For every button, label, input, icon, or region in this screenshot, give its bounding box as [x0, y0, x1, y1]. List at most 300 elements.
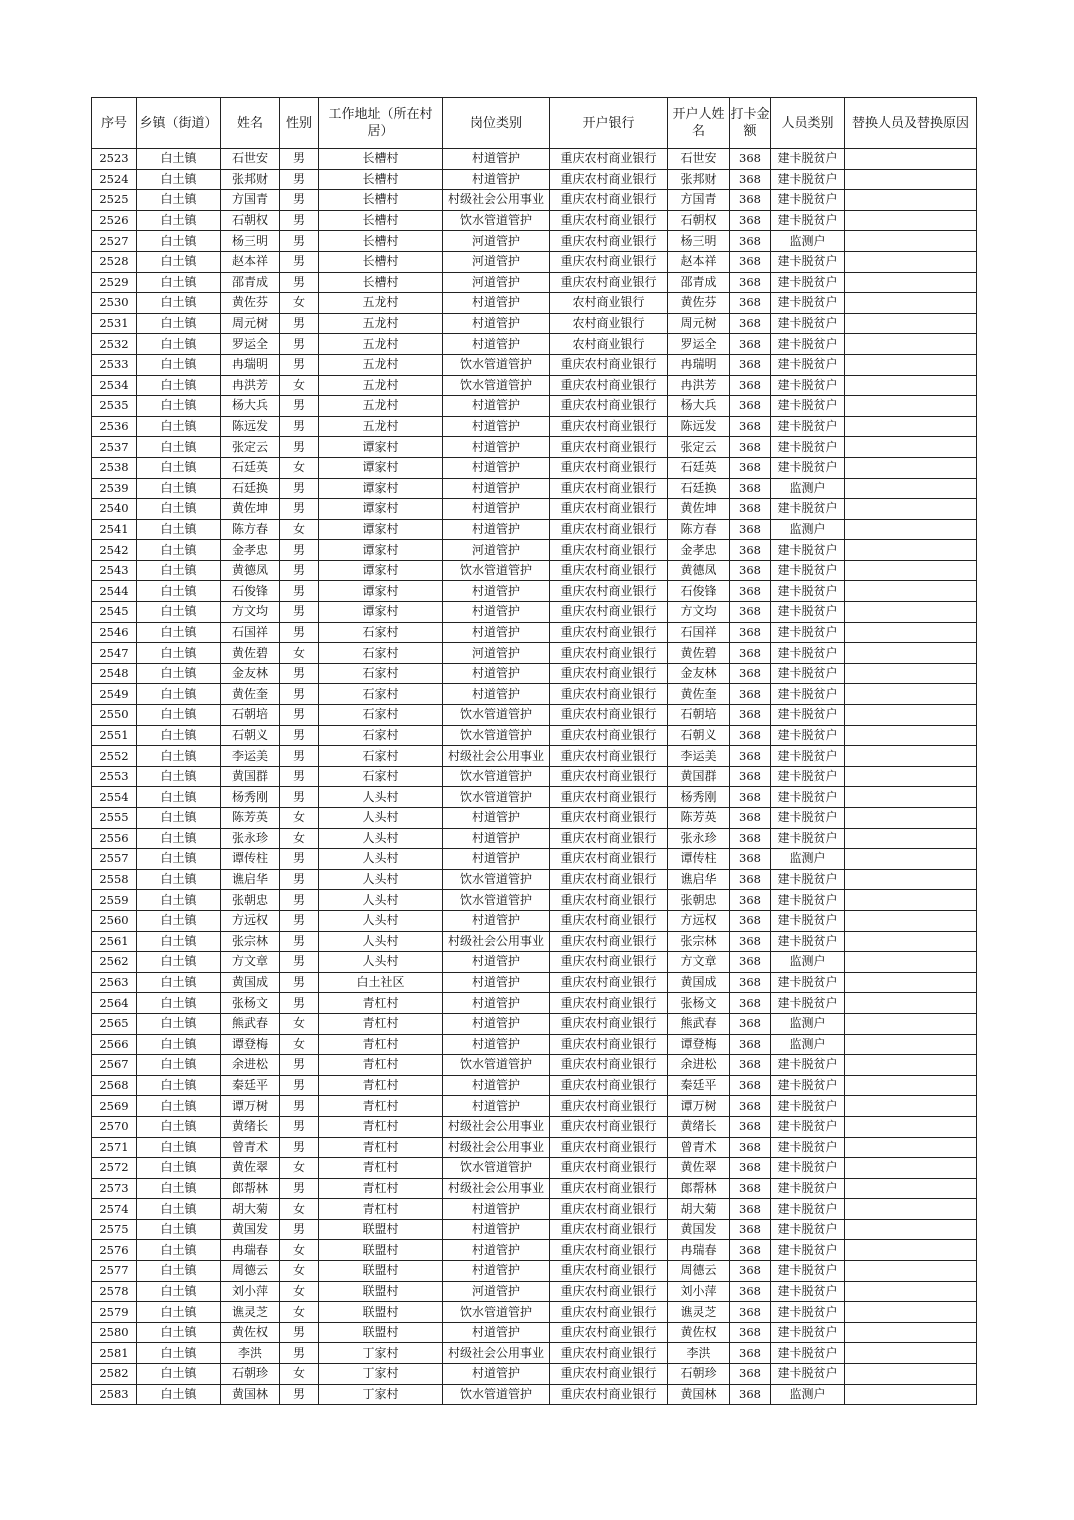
work-address-cell: 人头村: [319, 828, 443, 849]
seq-cell: 2567: [92, 1055, 137, 1076]
person-category-cell: 建卡脱贫户: [771, 787, 845, 808]
name-cell: 张朝忠: [221, 890, 280, 911]
amount-cell: 368: [730, 808, 771, 829]
township-cell: 白土镇: [137, 560, 221, 581]
bank-cell: 重庆农村商业银行: [550, 1240, 668, 1261]
amount-cell: 368: [730, 1322, 771, 1343]
gender-cell: 女: [280, 1281, 319, 1302]
bank-cell: 重庆农村商业银行: [550, 416, 668, 437]
gender-cell: 男: [280, 849, 319, 870]
amount-cell: 368: [730, 540, 771, 561]
replacement-cell: [845, 560, 977, 581]
township-cell: 白土镇: [137, 437, 221, 458]
work-address-cell: 石家村: [319, 643, 443, 664]
replacement-cell: [845, 766, 977, 787]
work-address-cell: 人头村: [319, 869, 443, 890]
bank-cell: 重庆农村商业银行: [550, 1055, 668, 1076]
gender-cell: 男: [280, 313, 319, 334]
work-address-cell: 长槽村: [319, 231, 443, 252]
bank-cell: 农村商业银行: [550, 334, 668, 355]
account-holder-cell: 胡大菊: [668, 1199, 730, 1220]
replacement-cell: [845, 684, 977, 705]
person-category-cell: 建卡脱贫户: [771, 684, 845, 705]
work-address-cell: 石家村: [319, 663, 443, 684]
township-cell: 白土镇: [137, 972, 221, 993]
township-cell: 白土镇: [137, 1075, 221, 1096]
table-row: [92, 169, 977, 190]
name-cell: 曾青术: [221, 1137, 280, 1158]
post-type-cell: 饮水管道管护: [443, 725, 550, 746]
township-cell: 白土镇: [137, 1364, 221, 1385]
name-cell: 张定云: [221, 437, 280, 458]
bank-cell: 重庆农村商业银行: [550, 251, 668, 272]
gender-cell: 男: [280, 869, 319, 890]
replacement-cell: [845, 1199, 977, 1220]
account-holder-cell: 方文章: [668, 952, 730, 973]
replacement-cell: [845, 478, 977, 499]
table-row: [92, 1034, 977, 1055]
replacement-cell: [845, 972, 977, 993]
work-address-cell: 青杠村: [319, 1034, 443, 1055]
table-row: [92, 334, 977, 355]
post-type-cell: 村道管护: [443, 149, 550, 170]
name-cell: 秦廷平: [221, 1075, 280, 1096]
replacement-cell: [845, 375, 977, 396]
table-body: [92, 149, 977, 1405]
township-cell: 白土镇: [137, 375, 221, 396]
work-address-cell: 石家村: [319, 725, 443, 746]
amount-cell: 368: [730, 560, 771, 581]
table-row: [92, 190, 977, 211]
bank-cell: 重庆农村商业银行: [550, 972, 668, 993]
seq-cell: 2555: [92, 808, 137, 829]
amount-cell: 368: [730, 581, 771, 602]
township-cell: 白土镇: [137, 787, 221, 808]
table-row: [92, 993, 977, 1014]
bank-cell: 重庆农村商业银行: [550, 787, 668, 808]
seq-cell: 2556: [92, 828, 137, 849]
col-header-name: 姓名: [221, 98, 280, 149]
township-cell: 白土镇: [137, 828, 221, 849]
work-address-cell: 青杠村: [319, 1055, 443, 1076]
gender-cell: 男: [280, 560, 319, 581]
seq-cell: 2565: [92, 1013, 137, 1034]
post-type-cell: 村道管护: [443, 499, 550, 520]
table-row: [92, 581, 977, 602]
table-row: [92, 1178, 977, 1199]
replacement-cell: [845, 354, 977, 375]
seq-cell: 2549: [92, 684, 137, 705]
account-holder-cell: 谯灵芝: [668, 1302, 730, 1323]
name-cell: 黄国发: [221, 1219, 280, 1240]
gender-cell: 男: [280, 540, 319, 561]
name-cell: 石俊锋: [221, 581, 280, 602]
township-cell: 白土镇: [137, 849, 221, 870]
name-cell: 冉洪芳: [221, 375, 280, 396]
account-holder-cell: 黄绪长: [668, 1116, 730, 1137]
name-cell: 金孝忠: [221, 540, 280, 561]
gender-cell: 男: [280, 396, 319, 417]
gender-cell: 男: [280, 149, 319, 170]
gender-cell: 男: [280, 705, 319, 726]
table-row: [92, 910, 977, 931]
name-cell: 陈远发: [221, 416, 280, 437]
person-category-cell: 建卡脱贫户: [771, 210, 845, 231]
post-type-cell: 村道管护: [443, 396, 550, 417]
township-cell: 白土镇: [137, 1137, 221, 1158]
work-address-cell: 谭家村: [319, 519, 443, 540]
amount-cell: 368: [730, 313, 771, 334]
table-row: [92, 1322, 977, 1343]
replacement-cell: [845, 169, 977, 190]
amount-cell: 368: [730, 1219, 771, 1240]
work-address-cell: 谭家村: [319, 540, 443, 561]
person-category-cell: 建卡脱贫户: [771, 396, 845, 417]
gender-cell: 男: [280, 1322, 319, 1343]
gender-cell: 男: [280, 499, 319, 520]
seq-cell: 2574: [92, 1199, 137, 1220]
bank-cell: 重庆农村商业银行: [550, 910, 668, 931]
amount-cell: 368: [730, 684, 771, 705]
post-type-cell: 村道管护: [443, 334, 550, 355]
post-type-cell: 饮水管道管护: [443, 354, 550, 375]
bank-cell: 重庆农村商业银行: [550, 1096, 668, 1117]
amount-cell: 368: [730, 478, 771, 499]
name-cell: 陈方春: [221, 519, 280, 540]
col-header-seq: 序号: [92, 98, 137, 149]
bank-cell: 重庆农村商业银行: [550, 1013, 668, 1034]
name-cell: 张永珍: [221, 828, 280, 849]
name-cell: 石朝培: [221, 705, 280, 726]
bank-cell: 重庆农村商业银行: [550, 540, 668, 561]
post-type-cell: 村道管护: [443, 1240, 550, 1261]
post-type-cell: 村道管护: [443, 849, 550, 870]
amount-cell: 368: [730, 993, 771, 1014]
amount-cell: 368: [730, 1261, 771, 1282]
person-category-cell: 建卡脱贫户: [771, 375, 845, 396]
work-address-cell: 石家村: [319, 746, 443, 767]
township-cell: 白土镇: [137, 231, 221, 252]
seq-cell: 2524: [92, 169, 137, 190]
name-cell: 黄国成: [221, 972, 280, 993]
seq-cell: 2560: [92, 910, 137, 931]
replacement-cell: [845, 1302, 977, 1323]
gender-cell: 女: [280, 1240, 319, 1261]
replacement-cell: [845, 1343, 977, 1364]
name-cell: 谭万树: [221, 1096, 280, 1117]
bank-cell: 重庆农村商业银行: [550, 952, 668, 973]
seq-cell: 2563: [92, 972, 137, 993]
col-header-bank: 开户银行: [550, 98, 668, 149]
person-category-cell: 建卡脱贫户: [771, 1199, 845, 1220]
seq-cell: 2523: [92, 149, 137, 170]
township-cell: 白土镇: [137, 499, 221, 520]
name-cell: 黄佐碧: [221, 643, 280, 664]
replacement-cell: [845, 993, 977, 1014]
seq-cell: 2547: [92, 643, 137, 664]
gender-cell: 男: [280, 1178, 319, 1199]
person-category-cell: 监测户: [771, 849, 845, 870]
person-category-cell: 建卡脱贫户: [771, 993, 845, 1014]
post-type-cell: 河道管护: [443, 540, 550, 561]
person-category-cell: 建卡脱贫户: [771, 313, 845, 334]
name-cell: 黄佐权: [221, 1322, 280, 1343]
table-row: [92, 766, 977, 787]
name-cell: 周德云: [221, 1261, 280, 1282]
seq-cell: 2543: [92, 560, 137, 581]
person-category-cell: 建卡脱贫户: [771, 190, 845, 211]
township-cell: 白土镇: [137, 808, 221, 829]
seq-cell: 2557: [92, 849, 137, 870]
seq-cell: 2580: [92, 1322, 137, 1343]
person-category-cell: 监测户: [771, 478, 845, 499]
table-row: [92, 416, 977, 437]
bank-cell: 重庆农村商业银行: [550, 890, 668, 911]
gender-cell: 男: [280, 663, 319, 684]
person-category-cell: 建卡脱贫户: [771, 1219, 845, 1240]
person-category-cell: 建卡脱贫户: [771, 869, 845, 890]
work-address-cell: 石家村: [319, 622, 443, 643]
person-category-cell: 建卡脱贫户: [771, 499, 845, 520]
account-holder-cell: 方文均: [668, 602, 730, 623]
col-header-amount: 打卡金额: [730, 98, 771, 149]
work-address-cell: 谭家村: [319, 560, 443, 581]
township-cell: 白土镇: [137, 643, 221, 664]
seq-cell: 2573: [92, 1178, 137, 1199]
amount-cell: 368: [730, 1281, 771, 1302]
name-cell: 黄佐芬: [221, 293, 280, 314]
account-holder-cell: 石朝义: [668, 725, 730, 746]
amount-cell: 368: [730, 457, 771, 478]
post-type-cell: 饮水管道管护: [443, 766, 550, 787]
post-type-cell: 饮水管道管护: [443, 210, 550, 231]
post-type-cell: 村级社会公用事业: [443, 931, 550, 952]
amount-cell: 368: [730, 334, 771, 355]
post-type-cell: 村道管护: [443, 828, 550, 849]
replacement-cell: [845, 540, 977, 561]
table-row: [92, 457, 977, 478]
account-holder-cell: 陈远发: [668, 416, 730, 437]
replacement-cell: [845, 293, 977, 314]
township-cell: 白土镇: [137, 952, 221, 973]
table-row: [92, 210, 977, 231]
post-type-cell: 村道管护: [443, 1013, 550, 1034]
table-row: [92, 1281, 977, 1302]
gender-cell: 女: [280, 643, 319, 664]
seq-cell: 2575: [92, 1219, 137, 1240]
seq-cell: 2572: [92, 1158, 137, 1179]
township-cell: 白土镇: [137, 931, 221, 952]
gender-cell: 男: [280, 931, 319, 952]
gender-cell: 男: [280, 766, 319, 787]
amount-cell: 368: [730, 787, 771, 808]
township-cell: 白土镇: [137, 1384, 221, 1405]
name-cell: 胡大菊: [221, 1199, 280, 1220]
bank-cell: 重庆农村商业银行: [550, 993, 668, 1014]
gender-cell: 女: [280, 1302, 319, 1323]
amount-cell: 368: [730, 828, 771, 849]
post-type-cell: 河道管护: [443, 251, 550, 272]
work-address-cell: 青杠村: [319, 1075, 443, 1096]
township-cell: 白土镇: [137, 149, 221, 170]
account-holder-cell: 杨秀刚: [668, 787, 730, 808]
replacement-cell: [845, 602, 977, 623]
name-cell: 石廷换: [221, 478, 280, 499]
township-cell: 白土镇: [137, 1116, 221, 1137]
account-holder-cell: 杨大兵: [668, 396, 730, 417]
replacement-cell: [845, 725, 977, 746]
gender-cell: 女: [280, 808, 319, 829]
table-row: [92, 313, 977, 334]
replacement-cell: [845, 396, 977, 417]
seq-cell: 2581: [92, 1343, 137, 1364]
gender-cell: 男: [280, 952, 319, 973]
post-type-cell: 饮水管道管护: [443, 375, 550, 396]
bank-cell: 重庆农村商业银行: [550, 396, 668, 417]
gender-cell: 男: [280, 581, 319, 602]
name-cell: 方文均: [221, 602, 280, 623]
col-header-replacement: 替换人员及替换原因: [845, 98, 977, 149]
seq-cell: 2538: [92, 457, 137, 478]
name-cell: 杨大兵: [221, 396, 280, 417]
township-cell: 白土镇: [137, 1219, 221, 1240]
bank-cell: 重庆农村商业银行: [550, 663, 668, 684]
table-row: [92, 849, 977, 870]
township-cell: 白土镇: [137, 210, 221, 231]
seq-cell: 2561: [92, 931, 137, 952]
post-type-cell: 饮水管道管护: [443, 1302, 550, 1323]
table-row: [92, 499, 977, 520]
gender-cell: 男: [280, 972, 319, 993]
person-category-cell: 建卡脱贫户: [771, 602, 845, 623]
work-address-cell: 青杠村: [319, 1013, 443, 1034]
township-cell: 白土镇: [137, 1240, 221, 1261]
account-holder-cell: 石俊锋: [668, 581, 730, 602]
amount-cell: 368: [730, 1384, 771, 1405]
gender-cell: 男: [280, 993, 319, 1014]
person-category-cell: 建卡脱贫户: [771, 437, 845, 458]
post-type-cell: 村道管护: [443, 293, 550, 314]
replacement-cell: [845, 1158, 977, 1179]
amount-cell: 368: [730, 622, 771, 643]
gender-cell: 男: [280, 1096, 319, 1117]
name-cell: 石朝权: [221, 210, 280, 231]
table-row: [92, 1302, 977, 1323]
replacement-cell: [845, 1178, 977, 1199]
bank-cell: 重庆农村商业银行: [550, 1219, 668, 1240]
work-address-cell: 青杠村: [319, 1158, 443, 1179]
seq-cell: 2533: [92, 354, 137, 375]
replacement-cell: [845, 416, 977, 437]
gender-cell: 女: [280, 1013, 319, 1034]
person-category-cell: 监测户: [771, 952, 845, 973]
gender-cell: 男: [280, 1219, 319, 1240]
gender-cell: 女: [280, 828, 319, 849]
name-cell: 石朝义: [221, 725, 280, 746]
post-type-cell: 村道管护: [443, 478, 550, 499]
replacement-cell: [845, 251, 977, 272]
table-row: [92, 375, 977, 396]
person-category-cell: 建卡脱贫户: [771, 1178, 845, 1199]
bank-cell: 重庆农村商业银行: [550, 1281, 668, 1302]
gender-cell: 女: [280, 1261, 319, 1282]
post-type-cell: 饮水管道管护: [443, 1384, 550, 1405]
name-cell: 黄佐坤: [221, 499, 280, 520]
amount-cell: 368: [730, 849, 771, 870]
seq-cell: 2536: [92, 416, 137, 437]
gender-cell: 男: [280, 1137, 319, 1158]
account-holder-cell: 张邦财: [668, 169, 730, 190]
name-cell: 赵本祥: [221, 251, 280, 272]
account-holder-cell: 李洪: [668, 1343, 730, 1364]
post-type-cell: 村级社会公用事业: [443, 1137, 550, 1158]
table-row: [92, 869, 977, 890]
account-holder-cell: 石国祥: [668, 622, 730, 643]
name-cell: 张宗林: [221, 931, 280, 952]
work-address-cell: 青杠村: [319, 1096, 443, 1117]
work-address-cell: 联盟村: [319, 1219, 443, 1240]
col-header-gender: 性别: [280, 98, 319, 149]
seq-cell: 2525: [92, 190, 137, 211]
seq-cell: 2539: [92, 478, 137, 499]
name-cell: 石国祥: [221, 622, 280, 643]
amount-cell: 368: [730, 952, 771, 973]
bank-cell: 重庆农村商业银行: [550, 643, 668, 664]
gender-cell: 女: [280, 1199, 319, 1220]
bank-cell: 重庆农村商业银行: [550, 354, 668, 375]
name-cell: 黄绪长: [221, 1116, 280, 1137]
seq-cell: 2571: [92, 1137, 137, 1158]
table-row: [92, 478, 977, 499]
name-cell: 罗运全: [221, 334, 280, 355]
seq-cell: 2537: [92, 437, 137, 458]
seq-cell: 2551: [92, 725, 137, 746]
post-type-cell: 村级社会公用事业: [443, 746, 550, 767]
table-row: [92, 643, 977, 664]
account-holder-cell: 曾青术: [668, 1137, 730, 1158]
table-row: [92, 251, 977, 272]
bank-cell: 重庆农村商业银行: [550, 499, 668, 520]
name-cell: 谭登梅: [221, 1034, 280, 1055]
name-cell: 黄佐奎: [221, 684, 280, 705]
township-cell: 白土镇: [137, 725, 221, 746]
account-holder-cell: 石世安: [668, 149, 730, 170]
name-cell: 周元树: [221, 313, 280, 334]
work-address-cell: 人头村: [319, 849, 443, 870]
amount-cell: 368: [730, 149, 771, 170]
seq-cell: 2530: [92, 293, 137, 314]
seq-cell: 2529: [92, 272, 137, 293]
gender-cell: 男: [280, 210, 319, 231]
replacement-cell: [845, 663, 977, 684]
bank-cell: 重庆农村商业银行: [550, 190, 668, 211]
amount-cell: 368: [730, 746, 771, 767]
township-cell: 白土镇: [137, 293, 221, 314]
replacement-cell: [845, 334, 977, 355]
replacement-cell: [845, 746, 977, 767]
account-holder-cell: 余进松: [668, 1055, 730, 1076]
replacement-cell: [845, 1034, 977, 1055]
post-type-cell: 村道管护: [443, 1096, 550, 1117]
work-address-cell: 石家村: [319, 705, 443, 726]
account-holder-cell: 石廷换: [668, 478, 730, 499]
bank-cell: 重庆农村商业银行: [550, 602, 668, 623]
person-category-cell: 建卡脱贫户: [771, 1075, 845, 1096]
seq-cell: 2559: [92, 890, 137, 911]
amount-cell: 368: [730, 766, 771, 787]
account-holder-cell: 黄佐权: [668, 1322, 730, 1343]
bank-cell: 重庆农村商业银行: [550, 1343, 668, 1364]
